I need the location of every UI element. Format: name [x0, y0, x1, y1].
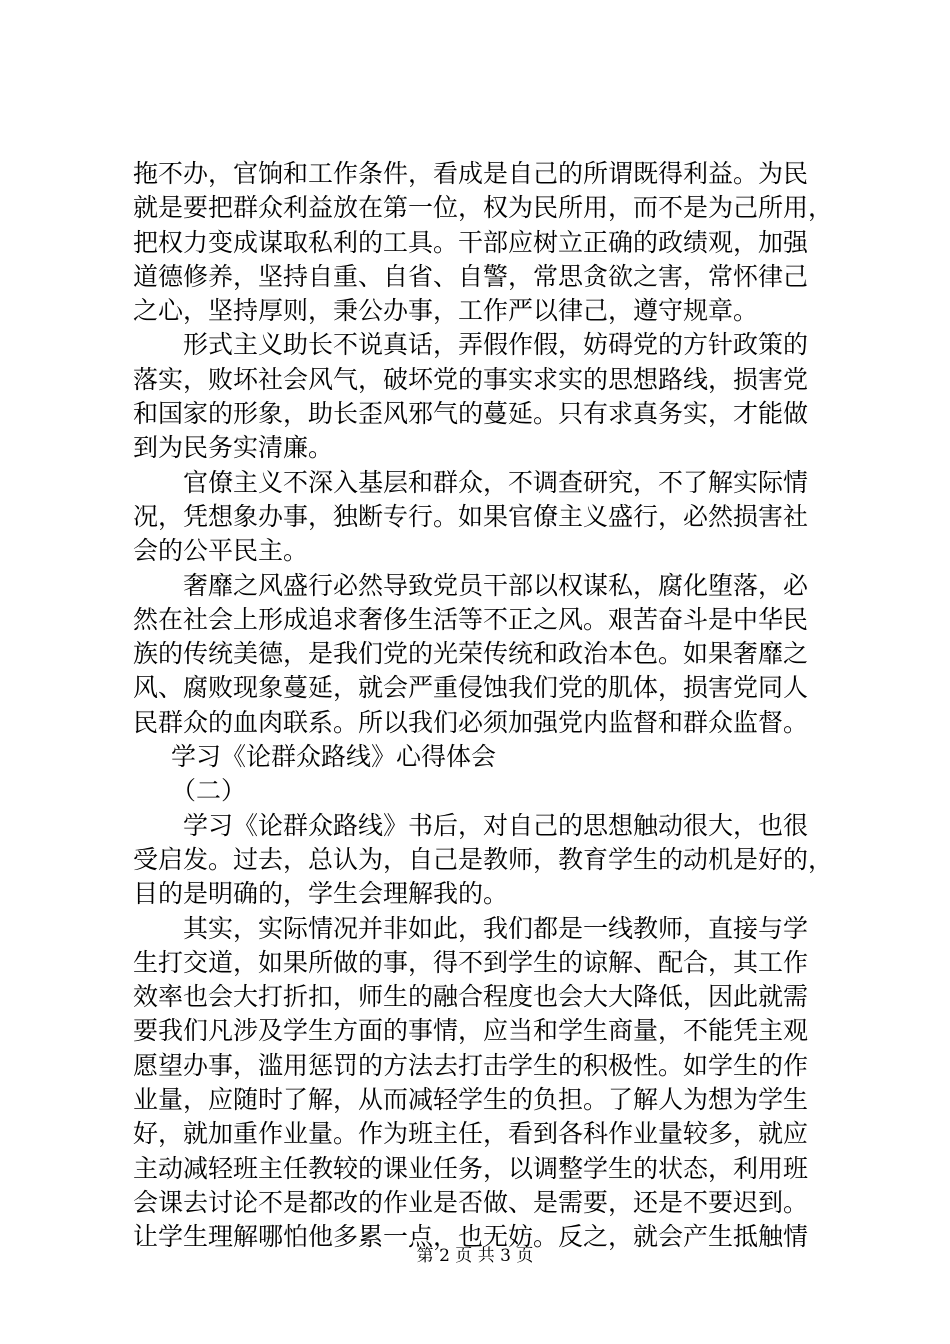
text-line: 主动减轻班主任教较的课业任务，以调整学生的状态，利用班	[133, 1153, 809, 1183]
text-line: 族的传统美德，是我们党的光荣传统和政治本色。如果奢靡之	[133, 639, 809, 669]
text-line: 目的是明确的，学生会理解我的。	[133, 879, 509, 909]
text-line: 之心，坚持厚则，秉公办事，工作严以律己，遵守规章。	[133, 296, 759, 326]
text-line: 受启发。过去，总认为，自己是教师，教育学生的动机是好的，	[133, 844, 834, 874]
text-line: 落实，败坏社会风气，破坏党的事实求实的思想路线，损害党	[133, 364, 809, 394]
text-line: 然在社会上形成追求奢侈生活等不正之风。艰苦奋斗是中华民	[133, 604, 809, 634]
text-line: 况，凭想象办事，独断专行。如果官僚主义盛行，必然损害社	[133, 501, 809, 531]
text-line: 会课去讨论不是都改的作业是否做、是需要，还是不要迟到。	[133, 1187, 809, 1217]
text-line: 学习《论群众路线》心得体会	[171, 742, 497, 772]
text-line: 生打交道，如果所做的事，得不到学生的谅解、配合，其工作	[133, 947, 809, 977]
text-line: 把权力变成谋取私利的工具。干部应树立正确的政绩观，加强	[133, 227, 809, 257]
text-line: 道德修养，坚持自重、自省、自警，常思贪欲之害，常怀律己	[133, 261, 809, 291]
text-line: 民群众的血肉联系。所以我们必须加强党内监督和群众监督。	[133, 707, 809, 737]
text-line: 到为民务实清廉。	[133, 433, 334, 463]
text-line: 官僚主义不深入基层和群众，不调查研究，不了解实际情	[183, 467, 809, 497]
text-line: 和国家的形象，助长歪风邪气的蔓延。只有求真务实，才能做	[133, 399, 809, 429]
text-line: 让学生理解哪怕他多累一点，也无妨。反之，就会产生抵触情	[133, 1222, 809, 1252]
text-line: 拖不办，官饷和工作条件，看成是自己的所谓既得利益。为民	[133, 159, 809, 188]
text-line: 其实，实际情况并非如此，我们都是一线教师，直接与学	[183, 913, 809, 943]
text-line: 愿望办事，滥用惩罚的方法去打击学生的积极性。如学生的作	[133, 1050, 809, 1080]
text-line: 奢靡之风盛行必然导致党员干部以权谋私，腐化堕落，必	[183, 570, 809, 600]
document-body	[133, 157, 833, 1255]
text-line: 效率也会大打折扣，师生的融合程度也会大大降低，因此就需	[133, 982, 809, 1012]
text-line: 学习《论群众路线》书后，对自己的思想触动很大，也很	[183, 810, 809, 840]
text-line: 就是要把群众利益放在第一位，权为民所用，而不是为己所用，	[133, 193, 834, 223]
text-line: 业量，应随时了解，从而减轻学生的负担。了解人为想为学生	[133, 1085, 809, 1115]
page-footer: 第 2 页 共 3 页	[416, 1246, 534, 1266]
text-line: （二）	[171, 776, 247, 806]
text-line: 要我们凡涉及学生方面的事情，应当和学生商量，不能凭主观	[133, 1016, 809, 1046]
text-line: 形式主义助长不说真话，弄假作假，妨碍党的方针政策的	[183, 330, 809, 360]
text-line: 风、腐败现象蔓延，就会严重侵蚀我们党的肌体，损害党同人	[133, 673, 809, 703]
text-line: 好，就加重作业量。作为班主任，看到各科作业量较多，就应	[133, 1119, 809, 1149]
text-line: 会的公平民主。	[133, 536, 309, 566]
